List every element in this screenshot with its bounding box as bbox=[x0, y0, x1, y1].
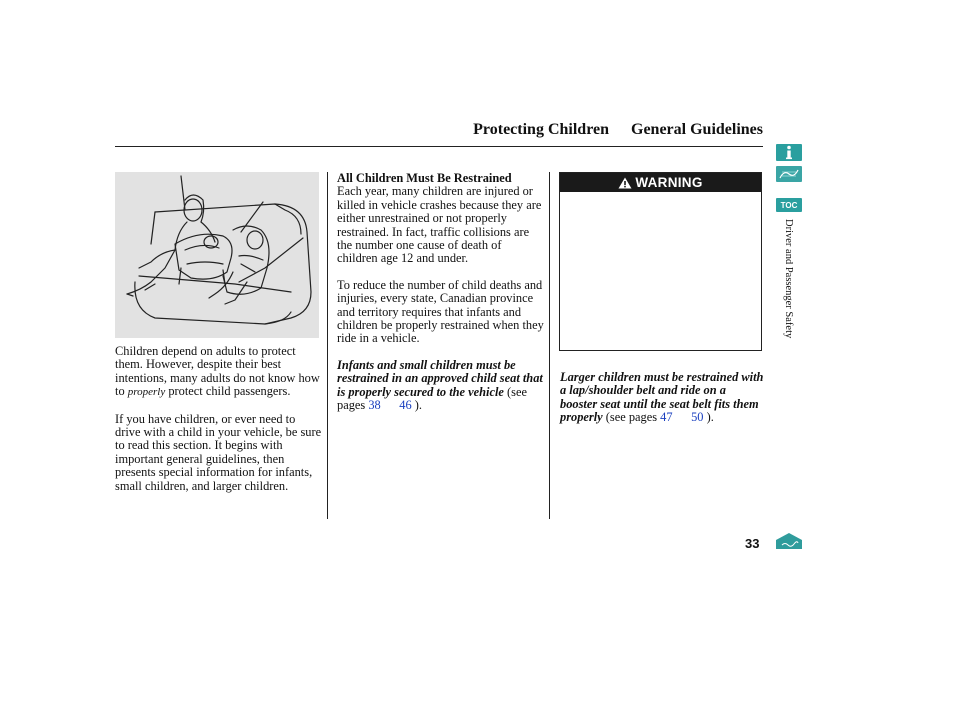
info-icon bbox=[776, 144, 802, 161]
subsection-title: General Guidelines bbox=[631, 121, 763, 138]
page-number: 33 bbox=[745, 536, 760, 551]
child-seat-illustration bbox=[115, 172, 319, 338]
intro-paragraph: Children depend on adults to protect them. However, despite their best intentions, many adults do not know how to properly protect child passengers. bbox=[115, 344, 320, 399]
section-title: Protecting Children bbox=[473, 121, 609, 138]
section-tab-label: Driver and Passenger Safety bbox=[783, 219, 794, 339]
column-2 bbox=[337, 172, 545, 413]
toc-label: TOC bbox=[780, 200, 798, 210]
page-header bbox=[473, 121, 763, 139]
page-link-47[interactable]: 47 bbox=[660, 410, 673, 425]
larger-children-note: Larger children must be restrained with a lap/shoulder belt and ride on a booster seat until the seat belt fits them properly (see pages 47 50 ). bbox=[560, 370, 764, 425]
index-icon bbox=[776, 166, 802, 182]
toc-button[interactable] bbox=[776, 198, 802, 212]
warning-triangle-icon bbox=[618, 177, 632, 189]
column-1 bbox=[115, 345, 323, 493]
infant-restraint-note: Infants and small children must be restrained in an approved child seat that is properly secured to the vehicle (see pages 38 46 ). bbox=[337, 357, 543, 413]
column-divider-1 bbox=[327, 172, 328, 519]
warning-label: WARNING bbox=[635, 175, 703, 190]
warning-banner bbox=[560, 173, 761, 192]
home-icon bbox=[775, 532, 803, 550]
index-button[interactable] bbox=[776, 166, 802, 182]
header-divider bbox=[115, 146, 763, 147]
statistics-paragraph: Each year, many children are injured or killed in vehicle crashes because they are either unrestrained or not properly restrained. In fact, traffic collisions are the number one cause of death of children age 12 and under. bbox=[337, 184, 542, 266]
emphasis-properly: properly bbox=[127, 386, 166, 399]
child-seat-drawing bbox=[115, 172, 319, 338]
page-link-50[interactable]: 50 bbox=[691, 410, 704, 425]
page-link-46[interactable]: 46 bbox=[399, 398, 412, 413]
home-button[interactable] bbox=[775, 532, 803, 555]
law-paragraph: To reduce the number of child deaths and injuries, every state, Canadian province and territory requires that infants and children be properly restrained when they ride in a vehicle. bbox=[337, 277, 544, 346]
page-link-38[interactable]: 38 bbox=[368, 398, 381, 413]
column-3 bbox=[560, 371, 765, 425]
column-divider-2 bbox=[549, 172, 550, 519]
restraint-heading: All Children Must Be Restrained bbox=[337, 171, 512, 185]
warning-box bbox=[559, 172, 762, 351]
info-button[interactable] bbox=[776, 144, 802, 161]
section-overview-paragraph: If you have children, or ever need to drive with a child in your vehicle, be sure to read this section. It begins with important general guidelines, then presents special information for infants, small children, and larger children. bbox=[115, 411, 322, 493]
